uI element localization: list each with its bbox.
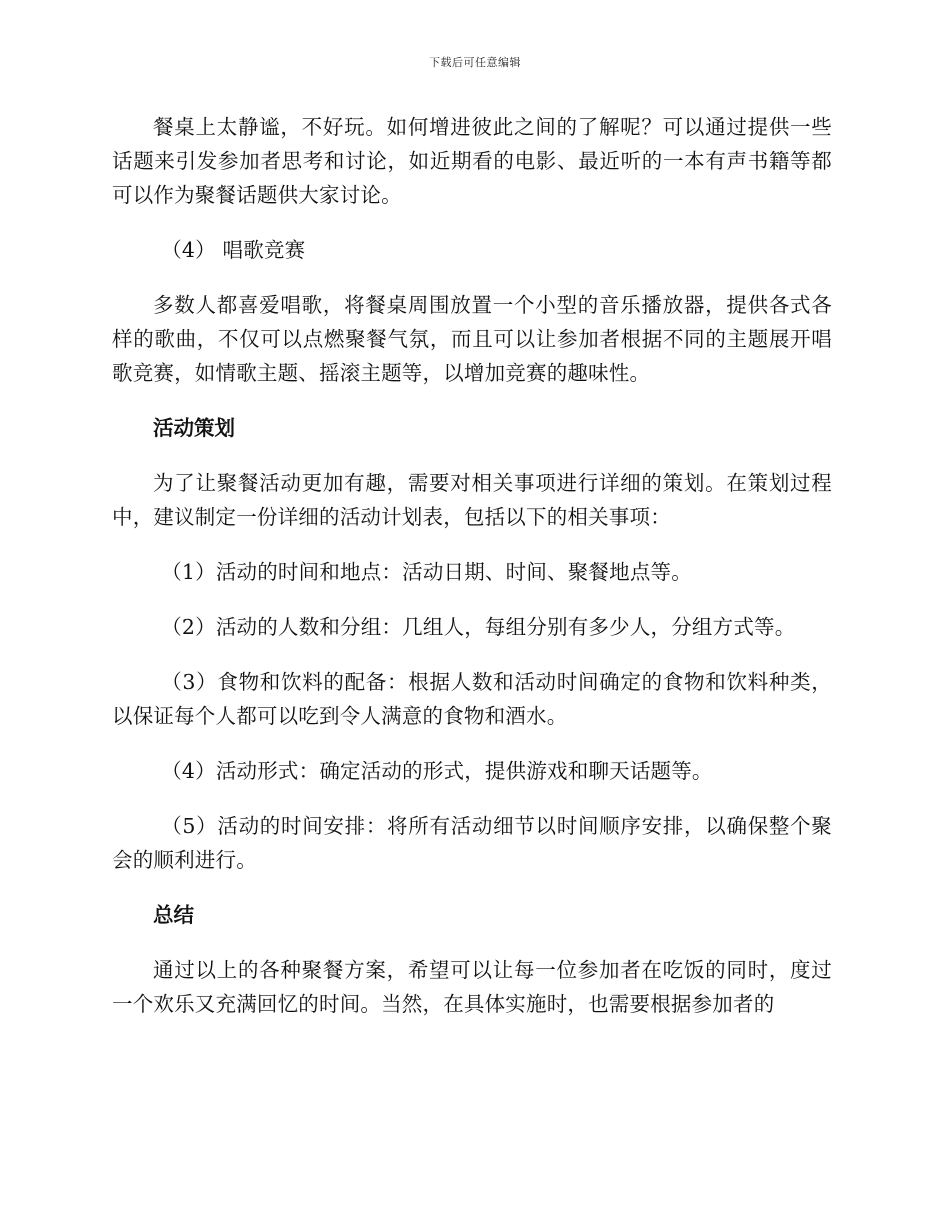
paragraph-singing: 多数人都喜爱唱歌，将餐桌周围放置一个小型的音乐播放器，提供各式各样的歌曲，不仅可以点燃聚餐气氛，而且可以让参加者根据不同的主题展开唱歌竞赛，如情歌主题、摇滚主题等，以增加竞赛的趣味性。 [112,293,832,385]
list-item-activity-form: （4）活动形式：确定活动的形式，提供游戏和聊天话题等。 [161,759,713,783]
paragraph-topics: 餐桌上太静谧，不好玩。如何增进彼此之间的了解呢？可以通过提供一些话题来引发参加者思考和讨论，如近期看的电影、最近听的一本有声书籍等都可以作为聚餐话题供大家讨论。 [112,115,832,207]
list-item-food-drinks: （3）食物和饮料的配备：根据人数和活动时间确定的食物和饮料种类，以保证每个人都可以吃到令人满意的食物和酒水。 [112,670,832,728]
list-item-schedule: （5）活动的时间安排：将所有活动细节以时间顺序安排，以确保整个聚会的顺利进行。 [112,814,832,872]
page-header: 下载后可任意编辑 [429,56,521,69]
item-singing-contest: （4） 唱歌竞赛 [161,238,306,262]
heading-activity-planning: 活动策划 [153,416,235,440]
paragraph-planning: 为了让聚餐活动更加有趣，需要对相关事项进行详细的策划。在策划过程中，建议制定一份详细的活动计划表，包括以下的相关事项： [112,471,832,529]
list-item-people-groups: （2）活动的人数和分组：几组人，每组分别有多少人，分组方式等。 [161,615,796,639]
paragraph-summary: 通过以上的各种聚餐方案，希望可以让每一位参加者在吃饭的同时，度过一个欢乐又充满回忆的时间。当然，在具体实施时，也需要根据参加者的 [112,958,832,1016]
list-item-time-place: （1）活动的时间和地点：活动日期、时间、聚餐地点等。 [161,560,692,584]
document-body [112,110,832,1021]
heading-summary: 总结 [153,903,194,927]
